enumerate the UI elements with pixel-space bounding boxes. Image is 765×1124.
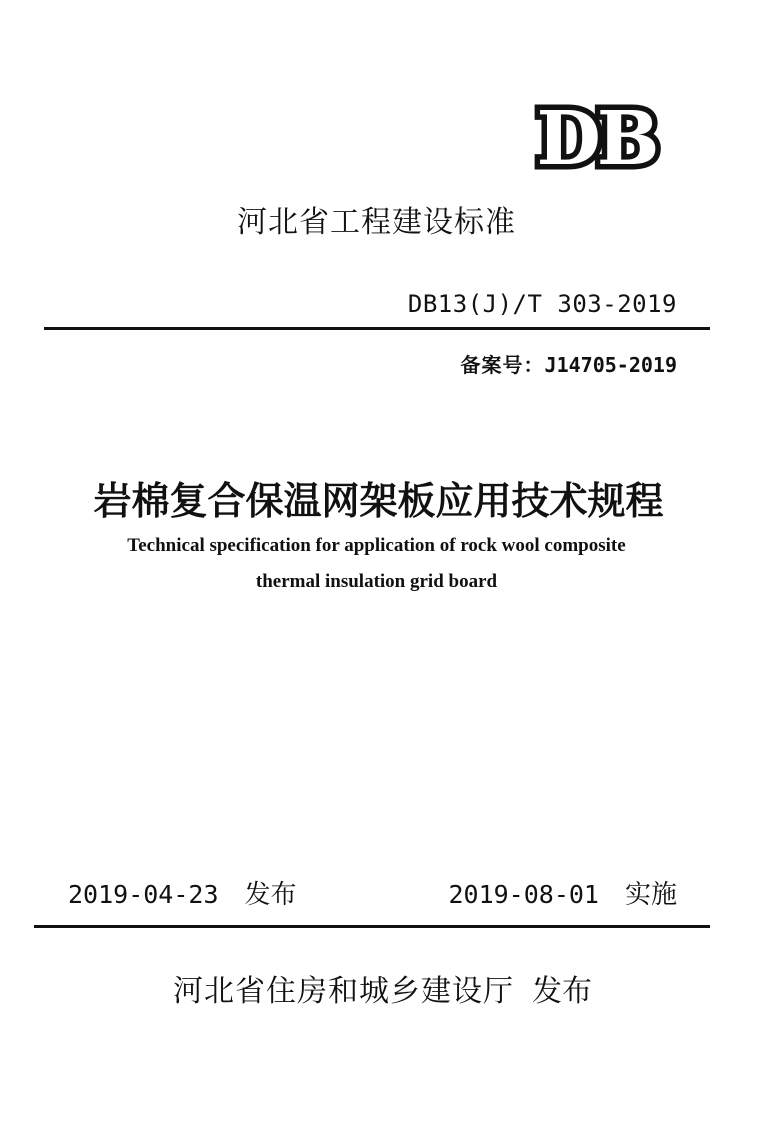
document-title-chinese-text: 岩棉复合保温网架板应用技术规程: [93, 478, 664, 523]
document-title-english-line1-text: Technical specification for application of rock wool composite: [127, 535, 626, 556]
issue-label: 发布: [244, 880, 297, 910]
implementation-date: 2019-08-01: [448, 880, 599, 909]
record-number-line: [461, 349, 677, 378]
implementation-date-block: [448, 874, 677, 911]
issuer-name: 河北省住房和城乡建设厅: [173, 974, 514, 1009]
issuer-label: 发布: [532, 974, 592, 1009]
implementation-label: 实施: [624, 880, 677, 910]
standard-category: [0, 197, 765, 241]
issuing-authority: [0, 966, 765, 1010]
document-title-english-line1: [0, 535, 765, 557]
db-standard-logo: [512, 104, 680, 174]
header-divider: [44, 327, 710, 330]
standard-category-text: 河北省工程建设标准: [237, 205, 516, 240]
standard-number: DB13(J)/T 303-2019: [407, 290, 677, 318]
document-title-english-line2: [0, 571, 765, 593]
record-number: J14705-2019: [544, 353, 677, 377]
issue-date: 2019-04-23: [68, 880, 219, 909]
footer-divider: [34, 925, 710, 928]
db-logo-text: DB: [536, 104, 656, 174]
document-title-chinese: [0, 470, 765, 525]
record-label: 备案号：: [460, 353, 545, 377]
document-title-english-line2-text: thermal insulation grid board: [255, 571, 498, 592]
issue-date-block: [68, 874, 297, 911]
